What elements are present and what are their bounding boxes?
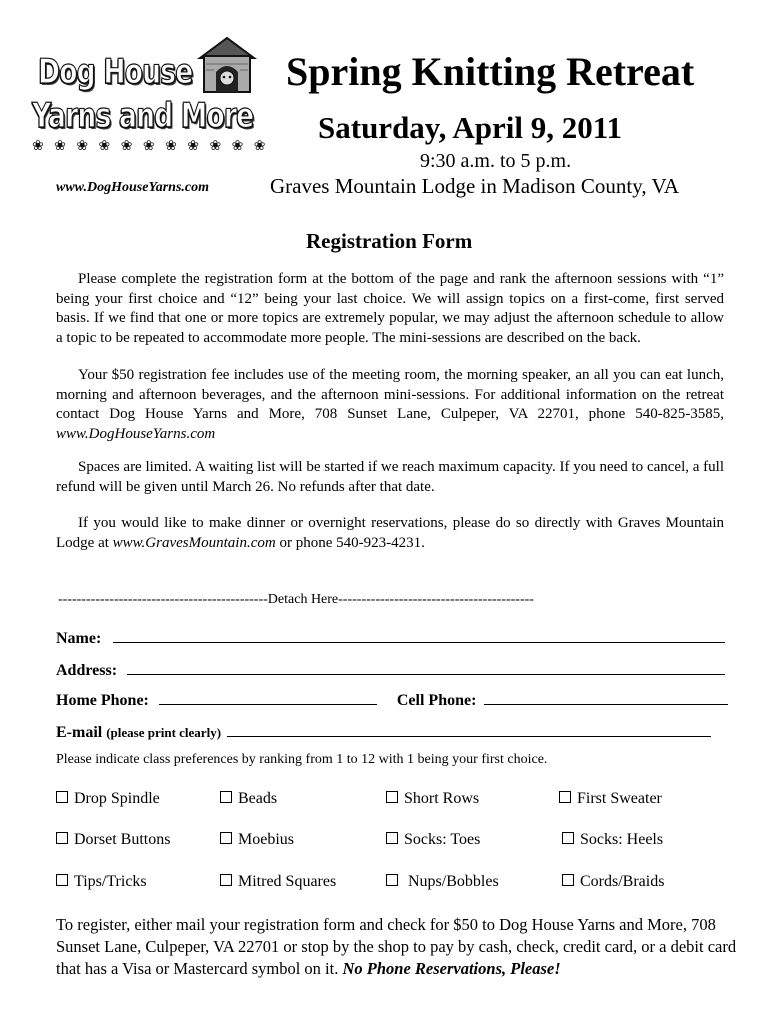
page-title: Spring Knitting Retreat bbox=[286, 49, 695, 94]
checkbox[interactable] bbox=[559, 791, 571, 803]
checkbox[interactable] bbox=[562, 874, 574, 886]
store-logo bbox=[22, 30, 272, 170]
event-location: Graves Mountain Lodge in Madison County, VA bbox=[270, 174, 680, 198]
option-label: Nups/Bobbles bbox=[408, 873, 499, 890]
option-label: First Sweater bbox=[577, 790, 662, 807]
logo-text-line2: Yarns and More bbox=[32, 96, 254, 136]
option-first-sweater[interactable] bbox=[559, 790, 662, 808]
instructions-paragraph bbox=[56, 270, 724, 348]
shop-website-link[interactable]: www.DogHouseYarns.com bbox=[56, 425, 216, 442]
preference-instruction: Please indicate class preferences by ranking from 1 to 12 with 1 being your first choice. bbox=[56, 752, 548, 767]
lodge-website-link[interactable]: www.GravesMountain.com bbox=[112, 534, 276, 551]
lodging-paragraph bbox=[56, 514, 724, 553]
checkbox[interactable] bbox=[386, 874, 398, 886]
option-short-rows[interactable] bbox=[386, 790, 479, 808]
checkbox[interactable] bbox=[220, 874, 232, 886]
address-field[interactable] bbox=[56, 660, 725, 680]
option-label: Dorset Buttons bbox=[74, 831, 171, 848]
checkbox[interactable] bbox=[562, 832, 574, 844]
option-drop-spindle[interactable] bbox=[56, 790, 160, 808]
option-label: Beads bbox=[238, 790, 278, 807]
checkbox[interactable] bbox=[56, 791, 68, 803]
option-cords-braids[interactable] bbox=[562, 873, 664, 891]
detach-line bbox=[58, 592, 722, 608]
cell-phone-input-line[interactable] bbox=[484, 690, 728, 705]
option-label: Mitred Squares bbox=[238, 873, 337, 890]
registration-instructions bbox=[56, 914, 744, 980]
option-dorset-buttons[interactable] bbox=[56, 831, 170, 849]
home-phone-label: Home Phone: bbox=[56, 692, 149, 709]
option-label: Socks: Toes bbox=[404, 831, 481, 848]
name-label: Name: bbox=[56, 630, 102, 647]
checkbox[interactable] bbox=[386, 832, 398, 844]
form-heading: Registration Form bbox=[306, 229, 473, 253]
option-nups-bobbles[interactable] bbox=[386, 873, 499, 891]
detach-dashes-right: ------------------------------------------ bbox=[338, 592, 534, 607]
lodge-phone-text: or phone 540-923-4231. bbox=[275, 534, 425, 551]
dog-house-icon bbox=[196, 36, 258, 94]
logo-text-line1: Dog House bbox=[38, 52, 193, 92]
detach-dashes-left: --------------------------------------------- bbox=[58, 592, 268, 607]
capacity-text: Spaces are limited. A waiting list will be started if we reach maximum capacity. If you need to cancel, a full refund will be given until March 26. No refunds after that date. bbox=[56, 459, 724, 495]
no-phone-notice: No Phone Reservations, Please! bbox=[342, 959, 561, 978]
fee-paragraph bbox=[56, 366, 724, 444]
option-label: Socks: Heels bbox=[580, 831, 664, 848]
website-url: www.DogHouseYarns.com bbox=[56, 180, 209, 195]
address-label: Address: bbox=[56, 662, 118, 679]
checkbox[interactable] bbox=[220, 791, 232, 803]
option-label: Short Rows bbox=[404, 790, 480, 807]
checkbox[interactable] bbox=[220, 832, 232, 844]
option-moebius[interactable] bbox=[220, 831, 294, 849]
capacity-paragraph bbox=[56, 458, 724, 497]
option-mitred-squares[interactable] bbox=[220, 873, 336, 891]
option-label: Tips/Tricks bbox=[74, 873, 147, 890]
option-label: Cords/Braids bbox=[580, 873, 665, 890]
option-beads[interactable] bbox=[220, 790, 277, 808]
option-socks-toes[interactable] bbox=[386, 831, 480, 849]
option-label: Moebius bbox=[238, 831, 294, 848]
lodging-text: If you would like to make dinner or overnight reservations, please do so directly with Graves Mountain Lodge at bbox=[56, 515, 724, 551]
name-field[interactable] bbox=[56, 628, 725, 648]
paw-prints-decoration: ❀ ❀ ❀ ❀ ❀ ❀ ❀ ❀ ❀ ❀ ❀ bbox=[32, 138, 269, 154]
cell-phone-label: Cell Phone: bbox=[396, 692, 477, 709]
checkbox[interactable] bbox=[56, 832, 68, 844]
email-note: (please print clearly) bbox=[106, 725, 222, 740]
email-field[interactable] bbox=[56, 722, 711, 742]
event-time: 9:30 a.m. to 5 p.m. bbox=[420, 150, 572, 172]
footer-text: To register, either mail your registration form and check for $50 to Dog House Yarns and More, 708 Sunset Lane, Culpeper, VA 22701 or stop by the shop to pay by cash, check, credit card, or a debit card that has a Visa or Mastercard symbol on it. bbox=[56, 915, 737, 978]
email-label: E-mail bbox=[56, 724, 103, 741]
option-label: Drop Spindle bbox=[74, 790, 160, 807]
home-phone-input-line[interactable] bbox=[159, 690, 377, 705]
instructions-text: Please complete the registration form at the bottom of the page and rank the afternoon sessions with “1” being your first choice and “12” being your last choice. We will assign topics on a first-come, first served basis. If we find that one or more topics are extremely popular, we may adjust the afternoon schedule to allow a topic to be repeated to accommodate more people. The mini-sessions are described on the back. bbox=[56, 271, 724, 346]
address-input-line[interactable] bbox=[127, 660, 725, 675]
email-input-line[interactable] bbox=[227, 722, 711, 737]
phone-fields bbox=[56, 690, 728, 710]
option-tips-tricks[interactable] bbox=[56, 873, 147, 891]
name-input-line[interactable] bbox=[113, 628, 725, 643]
option-socks-heels[interactable] bbox=[562, 831, 663, 849]
detach-label: Detach Here bbox=[267, 592, 339, 607]
fee-text: Your $50 registration fee includes use of the meeting room, the morning speaker, an all you can eat lunch, morning and afternoon beverages, and the afternoon mini-sessions. For additional information on the retreat contact Dog House Yarns and More, 708 Sunset Lane, Culpeper, VA 22701, phone 540-825-3585, bbox=[56, 367, 724, 422]
event-date: Saturday, April 9, 2011 bbox=[318, 110, 623, 145]
checkbox[interactable] bbox=[56, 874, 68, 886]
checkbox[interactable] bbox=[386, 791, 398, 803]
